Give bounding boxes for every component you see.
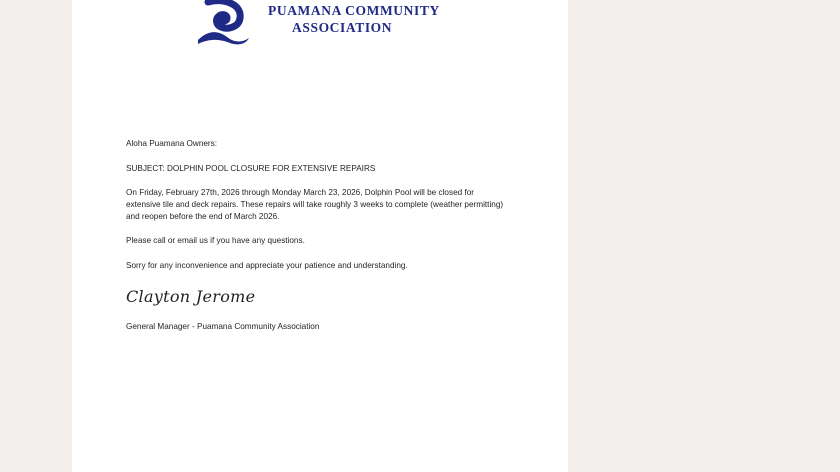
organization-name-line1: PUAMANA COMMUNITY <box>268 3 440 18</box>
organization-name-line2: ASSOCIATION <box>292 20 393 35</box>
body-paragraph-3: Sorry for any inconvenience and appreciate your patience and understanding. <box>126 260 408 270</box>
salutation: Aloha Puamana Owners: <box>126 139 218 148</box>
letterhead <box>72 0 568 56</box>
document-page <box>72 0 568 472</box>
subject-line: SUBJECT: DOLPHIN POOL CLOSURE FOR EXTENSIVE REPAIRS <box>126 163 376 173</box>
body-paragraph-1: On Friday, February 27th, 2026 through Monday March 23, 2026, Dolphin Pool will be closed for extensive tile and deck repairs. These repairs will take roughly 3 weeks to complete (weather permitting) and reopen before the end of March 2026. <box>126 188 504 221</box>
wave-monogram-logo-icon <box>194 0 258 46</box>
letter-body <box>126 138 506 346</box>
organization-name <box>268 2 440 36</box>
signature: Clayton Jerome <box>126 287 256 307</box>
signer-title: General Manager - Puamana Community Association <box>126 322 320 332</box>
body-paragraph-2: Please call or email us if you have any questions. <box>126 236 305 246</box>
